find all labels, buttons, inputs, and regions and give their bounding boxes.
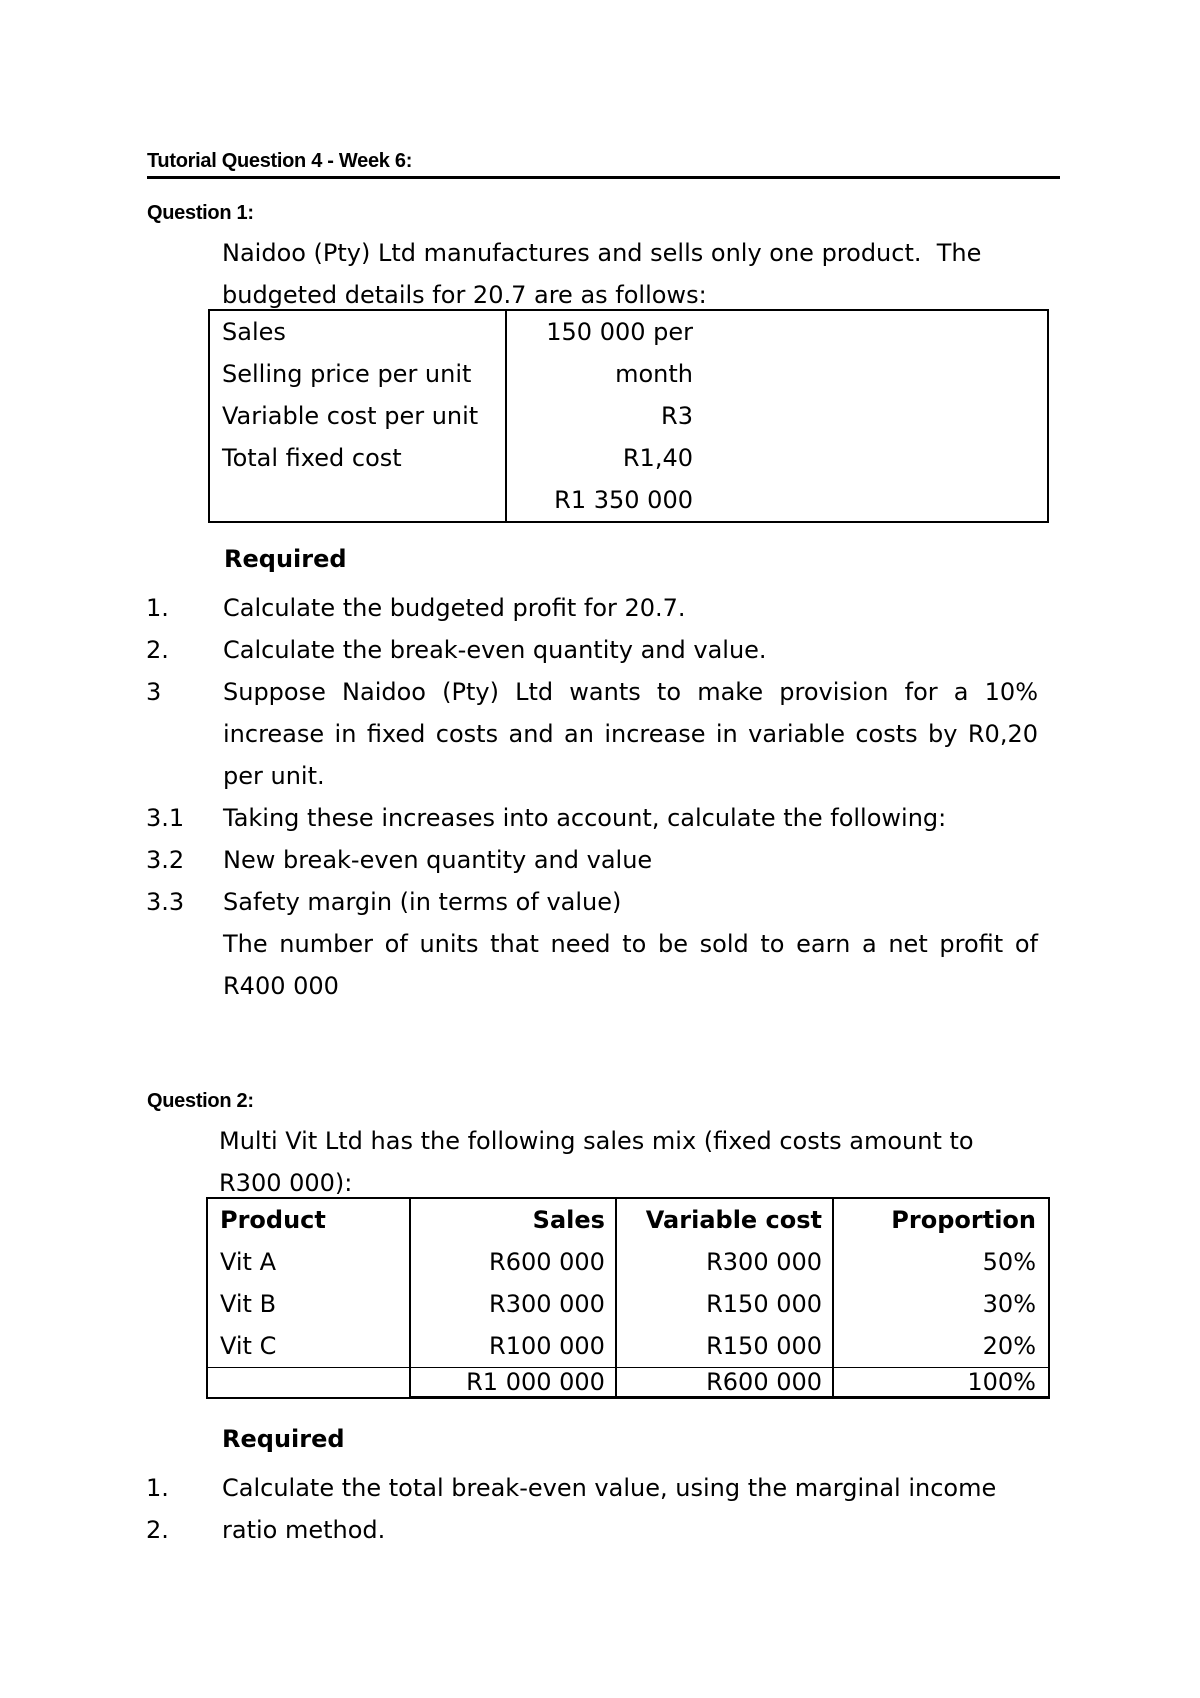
item-number: 3.1 <box>146 804 185 832</box>
cell-variable-cost: R150 000 <box>616 1283 833 1325</box>
cell-sales: R600 000 <box>410 1241 616 1283</box>
question-2-intro <box>219 1120 1039 1204</box>
cell-variable-cost: R150 000 <box>616 1325 833 1368</box>
item-number: 3 <box>146 678 162 706</box>
question-1-required-title: Required <box>224 545 347 573</box>
list-item-continuation <box>146 965 1038 1007</box>
page-heading: Tutorial Question 4 - Week 6: <box>147 150 413 172</box>
question-2-intro-line-2: R300 000): <box>219 1169 353 1197</box>
item-text: New break-even quantity and value <box>223 846 653 874</box>
table-row <box>207 1283 1049 1325</box>
item-text: per unit. <box>223 762 325 790</box>
item-text: R400 000 <box>223 972 339 1000</box>
cell-variable-cost: R300 000 <box>616 1241 833 1283</box>
details-empty-column <box>693 310 1048 522</box>
item-number: 1. <box>146 594 169 622</box>
list-item <box>146 797 1038 839</box>
details-label-variable-cost: Variable cost per unit <box>222 402 479 430</box>
item-text: Safety margin (in terms of value) <box>223 888 622 916</box>
total-product <box>207 1368 410 1398</box>
details-label-sales: Sales <box>222 318 286 346</box>
table-total-row <box>207 1368 1049 1398</box>
item-number: 2. <box>146 1516 169 1544</box>
item-text: increase in fixed costs and an increase in variable costs by R0,20 <box>223 720 1038 748</box>
sales-mix-table <box>206 1197 1050 1399</box>
header-proportion: Proportion <box>891 1206 1036 1234</box>
details-label-column <box>209 310 506 522</box>
list-item <box>146 923 1038 965</box>
details-value-4: R1 350 000 <box>554 486 693 514</box>
budget-details-table <box>208 309 1049 523</box>
item-text: ratio method. <box>222 1516 386 1544</box>
details-value-2: R3 <box>661 402 693 430</box>
list-item <box>146 587 1038 629</box>
table-header-row <box>207 1198 1049 1241</box>
list-item-continuation <box>146 713 1038 755</box>
item-text: The number of units that need to be sold to earn a net profit of <box>223 930 1038 958</box>
details-value-column <box>506 310 693 522</box>
cell-product: Vit C <box>207 1325 410 1368</box>
details-label-selling-price: Selling price per unit <box>222 360 472 388</box>
item-text: Calculate the break-even quantity and value. <box>223 636 767 664</box>
item-text: Calculate the budgeted profit for 20.7. <box>223 594 686 622</box>
list-item-continuation <box>146 755 1038 797</box>
details-value-0: 150 000 per <box>546 318 693 346</box>
total-proportion: 100% <box>833 1368 1049 1398</box>
cell-sales: R300 000 <box>410 1283 616 1325</box>
list-item <box>146 881 1038 923</box>
question-2-required-title: Required <box>222 1425 345 1453</box>
cell-product: Vit B <box>207 1283 410 1325</box>
question-2-required-list <box>146 1467 1046 1551</box>
details-value-3: R1,40 <box>622 444 693 472</box>
question-2-intro-line-1: Multi Vit Ltd has the following sales mix (fixed costs amount to <box>219 1127 974 1155</box>
question-2-label: Question 2: <box>147 1090 254 1112</box>
table-row <box>207 1325 1049 1368</box>
header-variable-cost: Variable cost <box>616 1198 833 1241</box>
cell-product: Vit A <box>207 1241 410 1283</box>
question-1-label: Question 1: <box>147 202 254 224</box>
table-row <box>207 1241 1049 1283</box>
question-1-intro-line-1: Naidoo (Pty) Ltd manufactures and sells only one product. The <box>222 239 982 267</box>
list-item <box>146 629 1038 671</box>
item-number: 2. <box>146 636 169 664</box>
cell-proportion: 20% <box>982 1332 1036 1360</box>
header-product: Product <box>207 1198 410 1241</box>
cell-proportion: 30% <box>982 1290 1036 1318</box>
header-sales: Sales <box>410 1198 616 1241</box>
question-1-intro-line-2: budgeted details for 20.7 are as follows: <box>222 281 707 309</box>
question-1-intro <box>222 232 1022 316</box>
details-value-1: month <box>615 360 693 388</box>
list-item <box>146 1467 1046 1509</box>
list-item <box>146 839 1038 881</box>
details-label-fixed-cost: Total fixed cost <box>222 444 402 472</box>
item-text: Taking these increases into account, calculate the following: <box>223 804 947 832</box>
cell-sales: R100 000 <box>410 1325 616 1368</box>
heading-rule <box>147 176 1060 179</box>
question-1-required-list <box>146 587 1038 1007</box>
item-text: Suppose Naidoo (Pty) Ltd wants to make provision for a 10% <box>223 678 1038 706</box>
item-text: Calculate the total break-even value, using the marginal income <box>222 1474 997 1502</box>
total-variable-cost: R600 000 <box>616 1368 833 1398</box>
item-number: 3.2 <box>146 846 185 874</box>
list-item <box>146 1509 1046 1551</box>
total-sales: R1 000 000 <box>410 1368 616 1398</box>
item-number: 3.3 <box>146 888 185 916</box>
cell-proportion: 50% <box>982 1248 1036 1276</box>
list-item <box>146 671 1038 713</box>
item-number: 1. <box>146 1474 169 1502</box>
